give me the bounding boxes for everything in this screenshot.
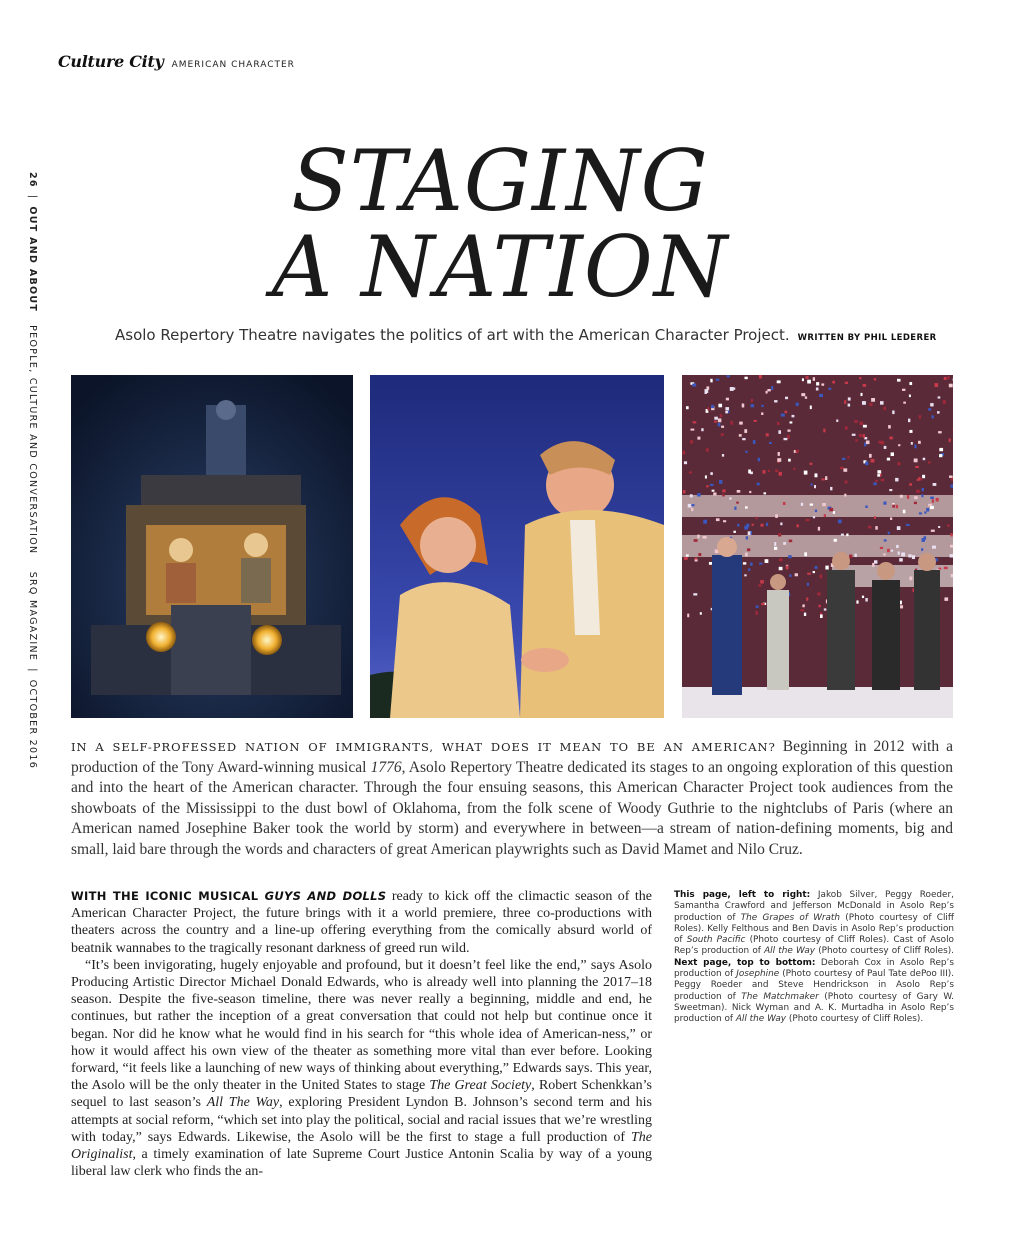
- title-line-1: STAGING: [291, 132, 709, 230]
- photo-grapes-of-wrath: [71, 375, 353, 718]
- body-paragraph-2: “It’s been invigorating, hugely enjoyable and profound, but it doesn’t feel like the end,” says Asolo Producing Artistic Director Michael Donald Edwards, who is already well into planning the 2017–18 season. Despite the five-season timeline, there was never really a beginning, middle and end, he continues, but rather the inception of a great conversation that could not help but continue once it began. Nor did he know what he would find in his search for “this whole idea of American-ness,” or how it would affect his own view of the theater as something more vital than ever before. Looking forward, “it feels like a launching of new ways of thinking about everything,” Edwards says. This year, the Asolo will be the only theater in the United States to stage The Great Society, Robert Schenkkan’s sequel to last season’s All The Way, exploring President Lyndon B. Johnson’s second term and his attempts at social reform, “which set into play the political, social and racial issues that we’re wrestling with today,” says Edwards. Likewise, the Asolo will be the first to stage a full production of The Originalist, a timely examination of late Supreme Court Justice Antonin Scalia by way of a young liberal law clerk who finds the an-: [71, 957, 652, 1180]
- byline: WRITTEN BY PHIL LEDERER: [797, 333, 937, 343]
- intro-text-2: , Asolo Repertory Theatre dedicated its stages to an ongoing exploration of this question and into the heart of the American character. Through the four ensuing seasons, this American Character Project took audiences from the showboats of the Mississippi to the dust bowl of Oklahoma, from the folk scene of Woody Guthrie to the nightclubs of Paris (where an American named Josephine Baker took the world by storm) and everywhere in between—a stream of nation-defining moments, big and small, laid bare through the words and characters of great American playwrights such as David Mamet and Nilo Cruz.: [71, 758, 953, 858]
- issue-date: OCTOBER 2016: [27, 679, 38, 770]
- photo-all-the-way: [682, 375, 953, 718]
- body-column: [71, 888, 652, 1180]
- vertical-folio: 26|OUT AND ABOUT PEOPLE, CULTURE AND CONVERSATION SRQ MAGAZINE|OCTOBER 2016: [27, 172, 38, 770]
- photo-caption: This page, left to right: Jakob Silver, Peggy Roeder, Samantha Crawford and Jefferson McDonald in Asolo Rep’s production of The Grapes of Wrath (Photo courtesy of Cliff Roles). Kelly Felthous and Ben Davis in Asolo Rep’s production of South Pacific (Photo courtesy of Cliff Roles). Cast of Asolo Rep’s production of All the Way (Photo courtesy of Cliff Roles). Next page, top to bottom: Deborah Cox in Asolo Rep’s production of Josephine (Photo courtesy of Paul Tate dePoo III). Peggy Roeder and Steve Hendrickson in Asolo Rep’s production of The Matchmaker (Photo courtesy of Gary W. Sweetman). Nick Wyman and A. K. Murtadha in Asolo Rep’s production of All the Way (Photo courtesy of Cliff Roles).: [674, 890, 954, 1025]
- kicker: WITH THE ICONIC MUSICAL GUYS AND DOLLS: [71, 889, 387, 903]
- intro-lede: IN A SELF-PROFESSED NATION OF IMMIGRANTS, WHAT DOES IT MEAN TO BE AN AMERICAN?: [71, 740, 776, 754]
- article-deck: [115, 326, 935, 345]
- title-line-2: A NATION: [271, 218, 729, 316]
- intro-paragraph: [71, 737, 953, 860]
- deck-text: Asolo Repertory Theatre navigates the politics of art with the American Character Project.: [115, 326, 790, 344]
- running-header: [58, 52, 295, 71]
- department-label: OUT AND ABOUT: [27, 206, 38, 313]
- body-paragraph-1: WITH THE ICONIC MUSICAL GUYS AND DOLLS ready to kick off the climactic season of the American Character Project, the future brings with it a world premiere, three co-productions with theaters across the country and a line-up offering everything from the comically absurd world of beatnik wannabes to the tragically resonant darkness of greed run wild.: [71, 889, 652, 956]
- intro-title-1776: 1776: [370, 758, 402, 776]
- magazine-name: SRQ MAGAZINE: [27, 571, 38, 662]
- folio-tagline: PEOPLE, CULTURE AND CONVERSATION: [27, 325, 38, 555]
- brand-logo: Culture City: [58, 52, 164, 71]
- article-title: [180, 132, 820, 316]
- page-number: 26: [27, 172, 38, 188]
- photo-south-pacific: [370, 375, 664, 718]
- section-label: AMERICAN CHARACTER: [171, 60, 295, 70]
- intro-text-1: Beginning in 2012 with a production of the Tony Award-winning musical: [71, 738, 953, 776]
